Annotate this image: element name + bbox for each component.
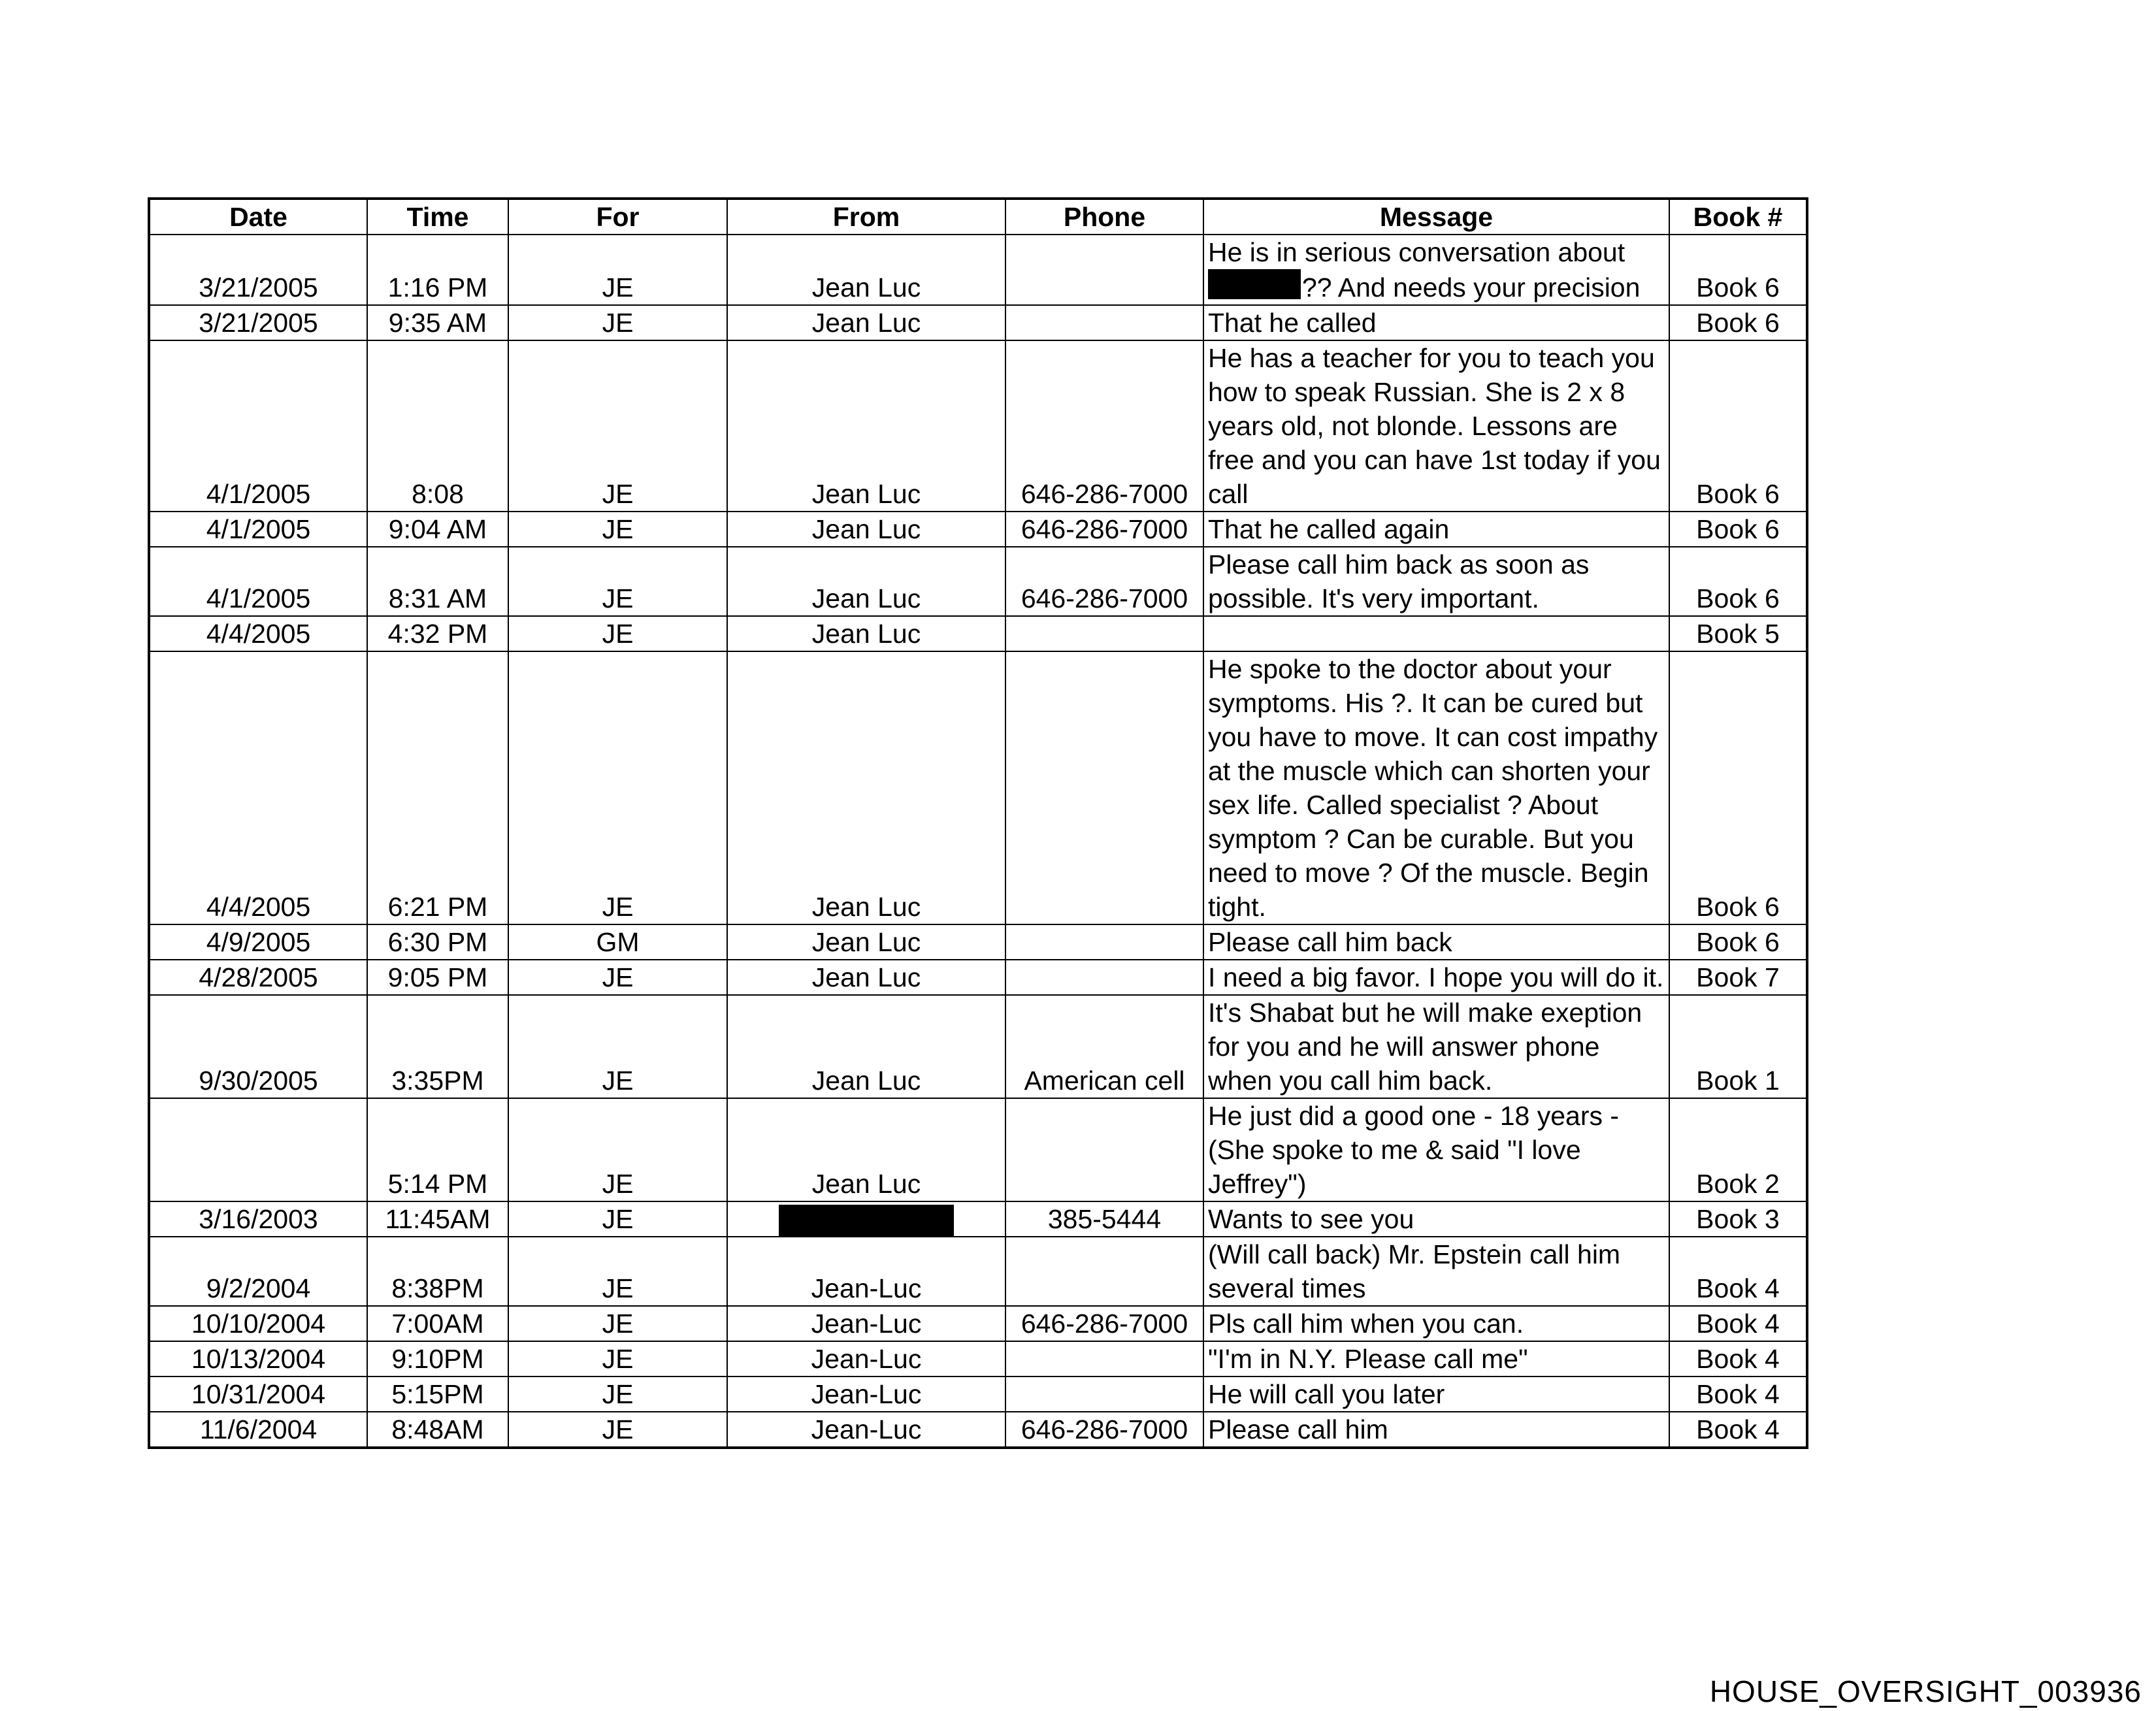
cell-book: Book 3 xyxy=(1669,1201,1807,1237)
table-row xyxy=(149,1341,1807,1377)
cell-from xyxy=(727,1201,1005,1237)
cell-time: 5:15PM xyxy=(367,1377,508,1412)
cell-phone: 385-5444 xyxy=(1005,1201,1203,1237)
cell-phone xyxy=(1005,651,1203,924)
cell-from: Jean Luc xyxy=(727,512,1005,547)
table-row xyxy=(149,1306,1807,1341)
cell-from: Jean Luc xyxy=(727,235,1005,305)
table-row xyxy=(149,547,1807,616)
cell-message: Pls call him when you can. xyxy=(1203,1306,1669,1341)
cell-message: Please call him xyxy=(1203,1412,1669,1448)
cell-for: JE xyxy=(508,651,727,924)
cell-time: 9:10PM xyxy=(367,1341,508,1377)
document-id-stamp: HOUSE_OVERSIGHT_003936 xyxy=(1709,1674,2142,1708)
column-header-date: Date xyxy=(149,199,367,235)
cell-time: 8:08 xyxy=(367,340,508,512)
column-header-time: Time xyxy=(367,199,508,235)
cell-for: JE xyxy=(508,547,727,616)
cell-book: Book 6 xyxy=(1669,340,1807,512)
cell-from: Jean-Luc xyxy=(727,1237,1005,1306)
cell-phone xyxy=(1005,1237,1203,1306)
cell-book: Book 5 xyxy=(1669,616,1807,651)
cell-from: Jean Luc xyxy=(727,1098,1005,1201)
table-body xyxy=(149,235,1807,1448)
cell-date: 9/2/2004 xyxy=(149,1237,367,1306)
cell-for: JE xyxy=(508,960,727,995)
message-text: He is in serious conversation about xyxy=(1208,237,1625,267)
cell-date: 10/10/2004 xyxy=(149,1306,367,1341)
cell-phone xyxy=(1005,960,1203,995)
cell-date xyxy=(149,1098,367,1201)
cell-message: Please call him back as soon as possible. It's very important. xyxy=(1203,547,1669,616)
cell-date: 4/1/2005 xyxy=(149,512,367,547)
cell-time: 6:21 PM xyxy=(367,651,508,924)
cell-phone xyxy=(1005,305,1203,340)
cell-message: It's Shabat but he will make exeption for you and he will answer phone when you call him back. xyxy=(1203,995,1669,1098)
cell-time: 9:05 PM xyxy=(367,960,508,995)
cell-for: JE xyxy=(508,616,727,651)
redaction-block xyxy=(779,1205,954,1237)
cell-date: 4/4/2005 xyxy=(149,616,367,651)
cell-time: 4:32 PM xyxy=(367,616,508,651)
cell-phone: 646-286-7000 xyxy=(1005,547,1203,616)
cell-time: 8:48AM xyxy=(367,1412,508,1448)
cell-message: He has a teacher for you to teach you how to speak Russian. She is 2 x 8 years old, not blonde. Lessons are free and you can have 1st today if you call xyxy=(1203,340,1669,512)
table-row xyxy=(149,305,1807,340)
cell-message xyxy=(1203,616,1669,651)
cell-for: JE xyxy=(508,1341,727,1377)
cell-book: Book 6 xyxy=(1669,305,1807,340)
table-row xyxy=(149,616,1807,651)
cell-for: JE xyxy=(508,1237,727,1306)
table-row xyxy=(149,924,1807,960)
cell-date: 10/13/2004 xyxy=(149,1341,367,1377)
table-row xyxy=(149,1412,1807,1448)
cell-book: Book 6 xyxy=(1669,547,1807,616)
cell-from: Jean Luc xyxy=(727,305,1005,340)
cell-phone: 646-286-7000 xyxy=(1005,512,1203,547)
cell-message xyxy=(1203,235,1669,305)
cell-from: Jean-Luc xyxy=(727,1412,1005,1448)
cell-date: 10/31/2004 xyxy=(149,1377,367,1412)
cell-from: Jean-Luc xyxy=(727,1377,1005,1412)
header-row xyxy=(149,199,1807,235)
table-row xyxy=(149,1237,1807,1306)
cell-from: Jean Luc xyxy=(727,340,1005,512)
cell-from: Jean Luc xyxy=(727,651,1005,924)
cell-date: 3/16/2003 xyxy=(149,1201,367,1237)
redaction-block xyxy=(1208,269,1301,299)
cell-from: Jean Luc xyxy=(727,924,1005,960)
cell-from: Jean Luc xyxy=(727,995,1005,1098)
column-header-message: Message xyxy=(1203,199,1669,235)
cell-for: JE xyxy=(508,1201,727,1237)
cell-book: Book 4 xyxy=(1669,1377,1807,1412)
cell-phone xyxy=(1005,924,1203,960)
cell-date: 4/4/2005 xyxy=(149,651,367,924)
cell-phone: American cell xyxy=(1005,995,1203,1098)
cell-book: Book 4 xyxy=(1669,1237,1807,1306)
cell-from: Jean Luc xyxy=(727,960,1005,995)
cell-for: GM xyxy=(508,924,727,960)
cell-date: 3/21/2005 xyxy=(149,305,367,340)
cell-phone xyxy=(1005,235,1203,305)
cell-date: 4/1/2005 xyxy=(149,340,367,512)
cell-message: That he called again xyxy=(1203,512,1669,547)
table-row xyxy=(149,1377,1807,1412)
cell-phone: 646-286-7000 xyxy=(1005,340,1203,512)
cell-from: Jean Luc xyxy=(727,616,1005,651)
cell-time: 8:38PM xyxy=(367,1237,508,1306)
cell-message: I need a big favor. I hope you will do it. xyxy=(1203,960,1669,995)
cell-for: JE xyxy=(508,1377,727,1412)
cell-book: Book 2 xyxy=(1669,1098,1807,1201)
cell-time: 5:14 PM xyxy=(367,1098,508,1201)
cell-phone xyxy=(1005,616,1203,651)
cell-message: Please call him back xyxy=(1203,924,1669,960)
cell-time: 1:16 PM xyxy=(367,235,508,305)
column-header-phone: Phone xyxy=(1005,199,1203,235)
cell-date: 4/28/2005 xyxy=(149,960,367,995)
cell-date: 3/21/2005 xyxy=(149,235,367,305)
cell-for: JE xyxy=(508,995,727,1098)
cell-time: 6:30 PM xyxy=(367,924,508,960)
cell-book: Book 4 xyxy=(1669,1412,1807,1448)
cell-date: 4/1/2005 xyxy=(149,547,367,616)
cell-phone xyxy=(1005,1098,1203,1201)
cell-time: 11:45AM xyxy=(367,1201,508,1237)
table-row xyxy=(149,1201,1807,1237)
cell-for: JE xyxy=(508,340,727,512)
cell-for: JE xyxy=(508,512,727,547)
cell-for: JE xyxy=(508,1412,727,1448)
cell-message: He spoke to the doctor about your symptoms. His ?. It can be cured but you have to move. It can cost impathy at the muscle which can shorten your sex life. Called specialist ? About symptom ? Can be curable. But you need to move ? Of the muscle. Begin tight. xyxy=(1203,651,1669,924)
cell-phone xyxy=(1005,1377,1203,1412)
message-text-continued: ?? And needs your precision xyxy=(1302,272,1641,302)
table-row xyxy=(149,651,1807,924)
cell-from: Jean-Luc xyxy=(727,1341,1005,1377)
cell-for: JE xyxy=(508,1098,727,1201)
cell-book: Book 7 xyxy=(1669,960,1807,995)
column-header-book: Book # xyxy=(1669,199,1807,235)
cell-time: 9:04 AM xyxy=(367,512,508,547)
cell-message: That he called xyxy=(1203,305,1669,340)
cell-date: 4/9/2005 xyxy=(149,924,367,960)
column-header-for: For xyxy=(508,199,727,235)
cell-phone xyxy=(1005,1341,1203,1377)
table-row xyxy=(149,512,1807,547)
cell-phone: 646-286-7000 xyxy=(1005,1306,1203,1341)
cell-phone: 646-286-7000 xyxy=(1005,1412,1203,1448)
cell-for: JE xyxy=(508,1306,727,1341)
table-row xyxy=(149,1098,1807,1201)
cell-book: Book 6 xyxy=(1669,924,1807,960)
column-header-from: From xyxy=(727,199,1005,235)
cell-time: 3:35PM xyxy=(367,995,508,1098)
cell-book: Book 6 xyxy=(1669,651,1807,924)
cell-date: 11/6/2004 xyxy=(149,1412,367,1448)
cell-message: Wants to see you xyxy=(1203,1201,1669,1237)
table-row xyxy=(149,235,1807,305)
cell-for: JE xyxy=(508,235,727,305)
cell-from: Jean-Luc xyxy=(727,1306,1005,1341)
cell-message: "I'm in N.Y. Please call me" xyxy=(1203,1341,1669,1377)
table-row xyxy=(149,995,1807,1098)
cell-book: Book 4 xyxy=(1669,1306,1807,1341)
cell-for: JE xyxy=(508,305,727,340)
cell-message: He just did a good one - 18 years - (She spoke to me & said "I love Jeffrey") xyxy=(1203,1098,1669,1201)
cell-book: Book 6 xyxy=(1669,235,1807,305)
cell-book: Book 1 xyxy=(1669,995,1807,1098)
table-row xyxy=(149,340,1807,512)
cell-time: 8:31 AM xyxy=(367,547,508,616)
cell-time: 9:35 AM xyxy=(367,305,508,340)
table-row xyxy=(149,960,1807,995)
cell-time: 7:00AM xyxy=(367,1306,508,1341)
cell-book: Book 6 xyxy=(1669,512,1807,547)
cell-book: Book 4 xyxy=(1669,1341,1807,1377)
cell-from: Jean Luc xyxy=(727,547,1005,616)
phone-message-log-table xyxy=(148,197,1808,1449)
cell-message: He will call you later xyxy=(1203,1377,1669,1412)
cell-message: (Will call back) Mr. Epstein call him several times xyxy=(1203,1237,1669,1306)
cell-date: 9/30/2005 xyxy=(149,995,367,1098)
